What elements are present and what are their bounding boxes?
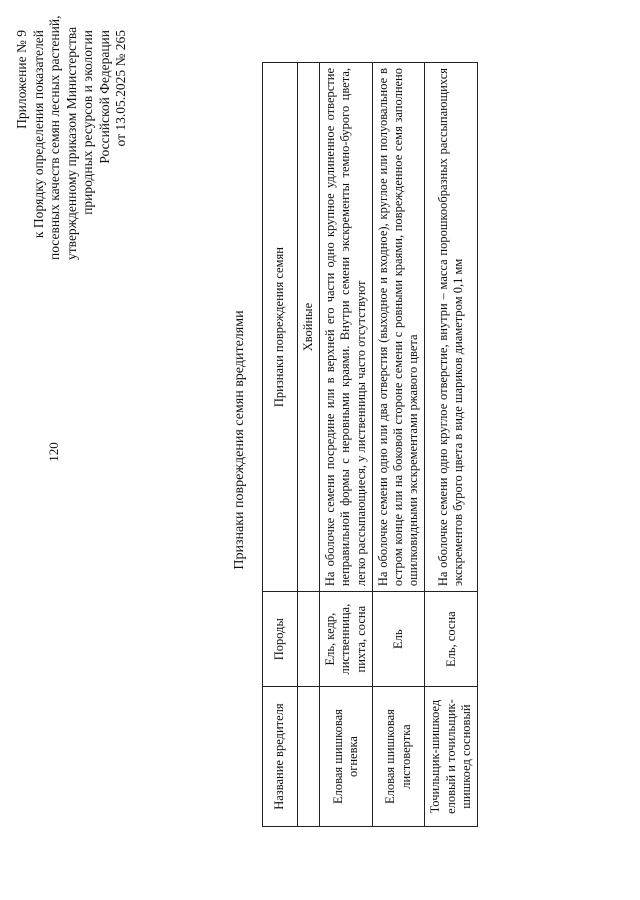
breed-list: Ель, кедр, лиственница, пихта, сосна: [320, 592, 373, 687]
appendix-line: утвержденному приказом Министерства: [63, 26, 79, 260]
pest-damage-table: [262, 62, 478, 827]
header-signs: Признаки повреждения семян: [263, 63, 298, 592]
appendix-header: [14, 15, 130, 260]
page-number: 120: [46, 442, 61, 462]
damage-signs: На оболочке семени одно или два отверстия (выходное и входное), круглое или полуовальное в остром конце или на боковой стороне семени с ровными краями, поврежденное семя заполнено ошилковидными экскрементами ржавого цвета: [372, 63, 425, 592]
table-header-row: [263, 63, 298, 827]
group-row: [298, 63, 320, 827]
table-row: [372, 63, 425, 827]
appendix-line: Российской Федерации: [96, 30, 112, 164]
pest-name: Еловая шишковая огневка: [320, 687, 373, 827]
table-row: [425, 63, 478, 827]
appendix-line: Приложение № 9: [14, 30, 29, 129]
document-title: Признаки повреждения семян вредителями: [232, 310, 247, 570]
group-empty-cell: [298, 592, 320, 687]
appendix-line: к Порядку определения показателей: [30, 30, 46, 239]
header-breed: Породы: [263, 592, 298, 687]
table-row: [320, 63, 373, 827]
group-label: Хвойные: [298, 63, 320, 592]
header-pest: Название вредителя: [263, 687, 298, 827]
appendix-line: посевных качеств семян лесных растений,: [47, 15, 62, 260]
damage-signs: На оболочке семени одно круглое отверстие, внутри – масса порошкообразных рассыпающихся экскрементов бурого цвета в виде шариков диаметром 0,1 мм: [425, 63, 478, 592]
breed-list: Ель: [372, 592, 425, 687]
pest-name: Точильщик-шишкоед еловый и точильщик-шишкоед сосновый: [425, 687, 478, 827]
breed-list: Ель, сосна: [425, 592, 478, 687]
appendix-line: от 13.05.2025 № 265: [113, 30, 128, 147]
appendix-line: природных ресурсов и экологии: [80, 30, 95, 215]
pest-name: Еловая шишковая листовертка: [372, 687, 425, 827]
group-empty-cell: [298, 687, 320, 827]
damage-signs: На оболочке семени посредине или в верхней его части одно крупное удлиненное отверстие неправильной формы с неровными краями. Внутри семени экскременты темно-бурого цвета, легко рассыпающиеся, у лиственницы часто отсутствуют: [320, 63, 373, 592]
